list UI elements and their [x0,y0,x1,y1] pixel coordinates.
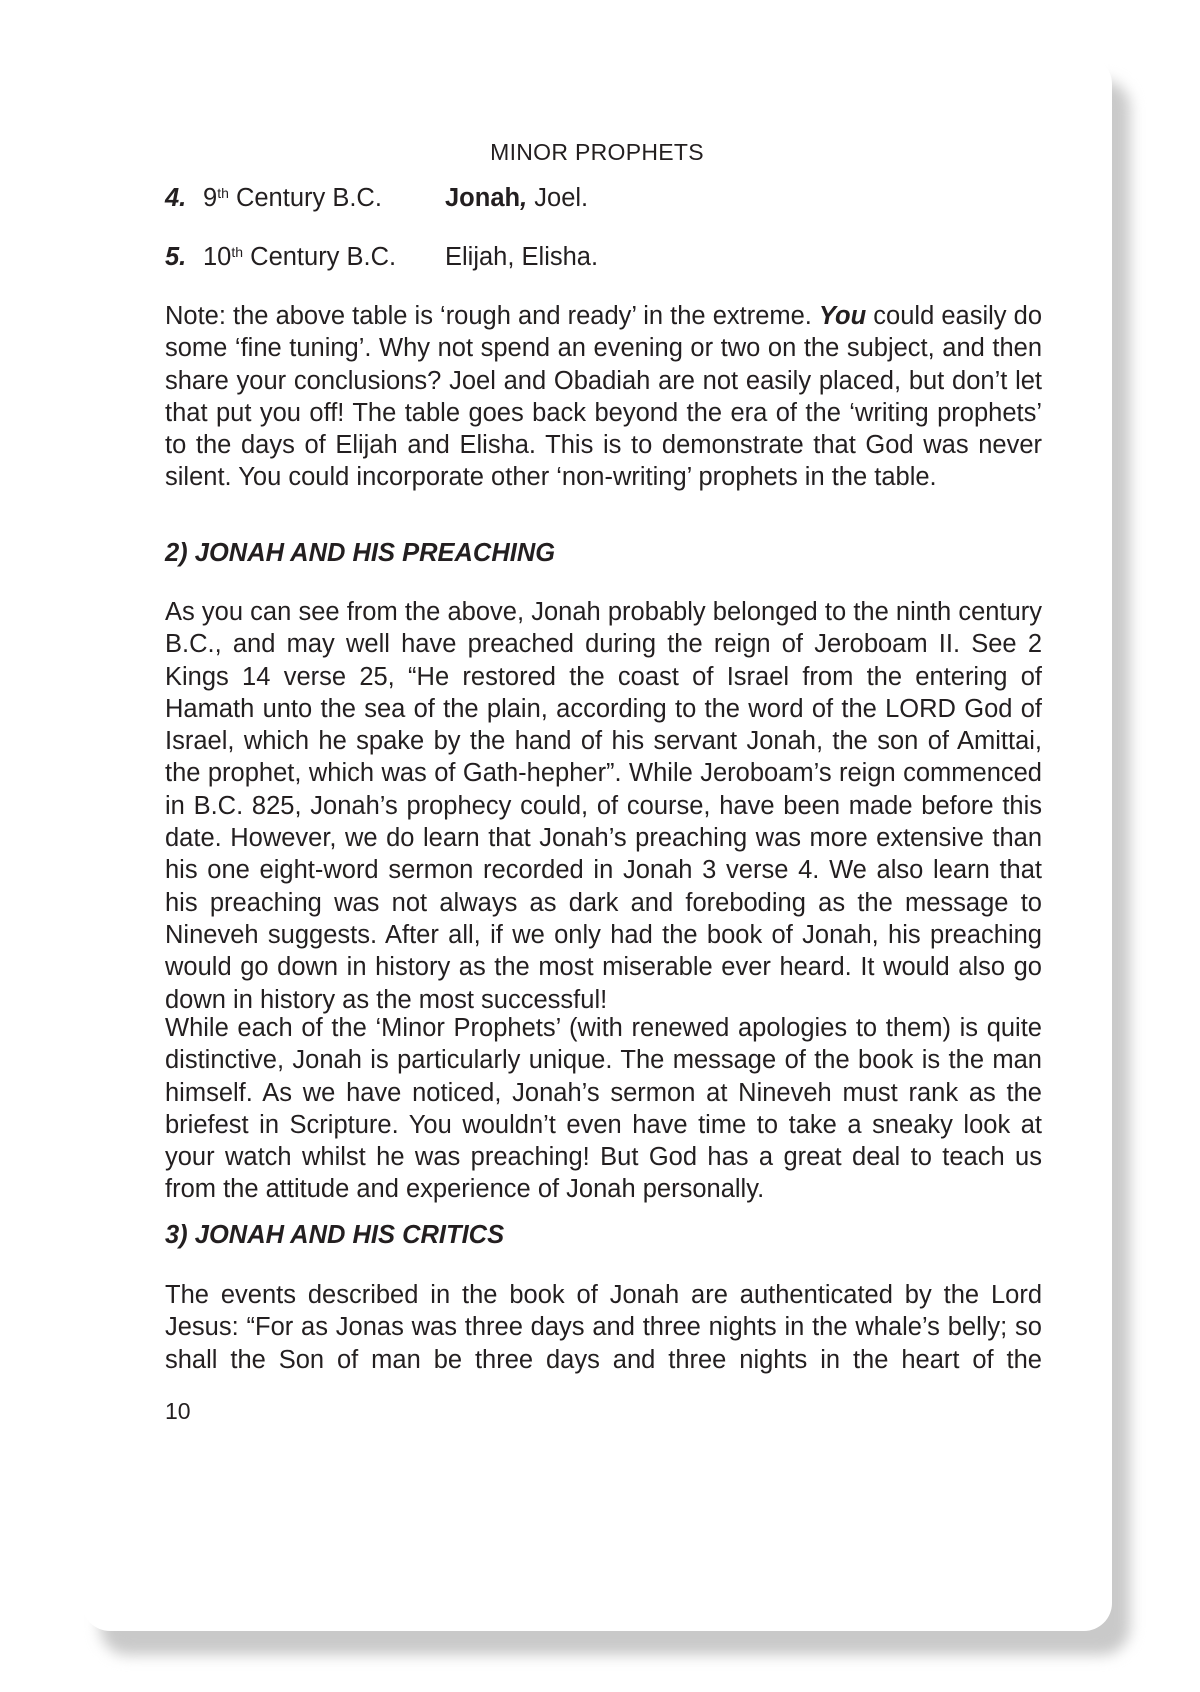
page-number: 10 [165,1398,191,1424]
row-number: 5. [165,243,187,271]
prophet-names: Jonah, Joel. [445,184,589,212]
row-number: 4. [165,184,187,212]
section-heading-preaching: 2) JONAH AND HIS PREACHING [165,539,556,567]
emphasis-you: You [819,302,867,330]
running-head: MINOR PROPHETS [490,139,704,165]
body-paragraph: The events described in the book of Jonah are authenticated by the Lord Jesus: “For as Jonas was three days and three nights in the whale’s belly; so shall the Son of man be three days and three nights in the heart of the [165,1281,1042,1374]
book-page [82,56,1112,1631]
body-paragraph: While each of the ‘Minor Prophets’ (with renewed apologies to them) is quite distinctive, Jonah is particularly unique. The message of the book is the man himself. As we have noticed, Jonah’s sermon at Nineveh must rank as the briefest in Scripture. You wouldn’t even have time to take a sneaky look at your watch whilst he was preaching! But God has a great deal to teach us from the attitude and experience of Jonah personally. [165,1014,1042,1204]
century-label: 9th Century B.C. [203,184,382,212]
century-label: 10th Century B.C. [203,243,397,271]
section-heading-critics: 3) JONAH AND HIS CRITICS [165,1221,505,1249]
body-paragraph: As you can see from the above, Jonah probably belonged to the ninth century B.C., and may well have preached during the reign of Jeroboam II. See 2 Kings 14 verse 25, “He restored the coast of Israel from the entering of Hamath unto the sea of the plain, according to the word of the LORD God of Israel, which he spake by the hand of his servant Jonah, the son of Amittai, the prophet, which was of Gath-hepher”. While Jeroboam’s reign commenced in B.C. 825, Jonah’s prophecy could, of course, have been made before this date. However, we do learn that Jonah’s preaching was more extensive than his one eight-word sermon recorded in Jonah 3 verse 4. We also learn that his preaching was not always as dark and foreboding as the message to Nineveh suggests. After all, if we only had the book of Jonah, his preaching would go down in history as the most miserable ever heard. It would also go down in history as the most successful! [165,598,1042,1014]
prophet-names: Elijah, Elisha. [445,243,599,271]
note-paragraph: Note: the above table is ‘rough and ready’ in the extreme. You could easily do some ‘fine tuning’. Why not spend an evening or two on the subject, and then share your conclusions? Joel and Obadiah are not easily placed, but don’t let that put you off! The table goes back beyond the era of the ‘writing prophets’ to the days of Elijah and Elisha. This is to demonstrate that God was never silent. You could incorporate other ‘non-writing’ prophets in the table. [165,302,1043,492]
